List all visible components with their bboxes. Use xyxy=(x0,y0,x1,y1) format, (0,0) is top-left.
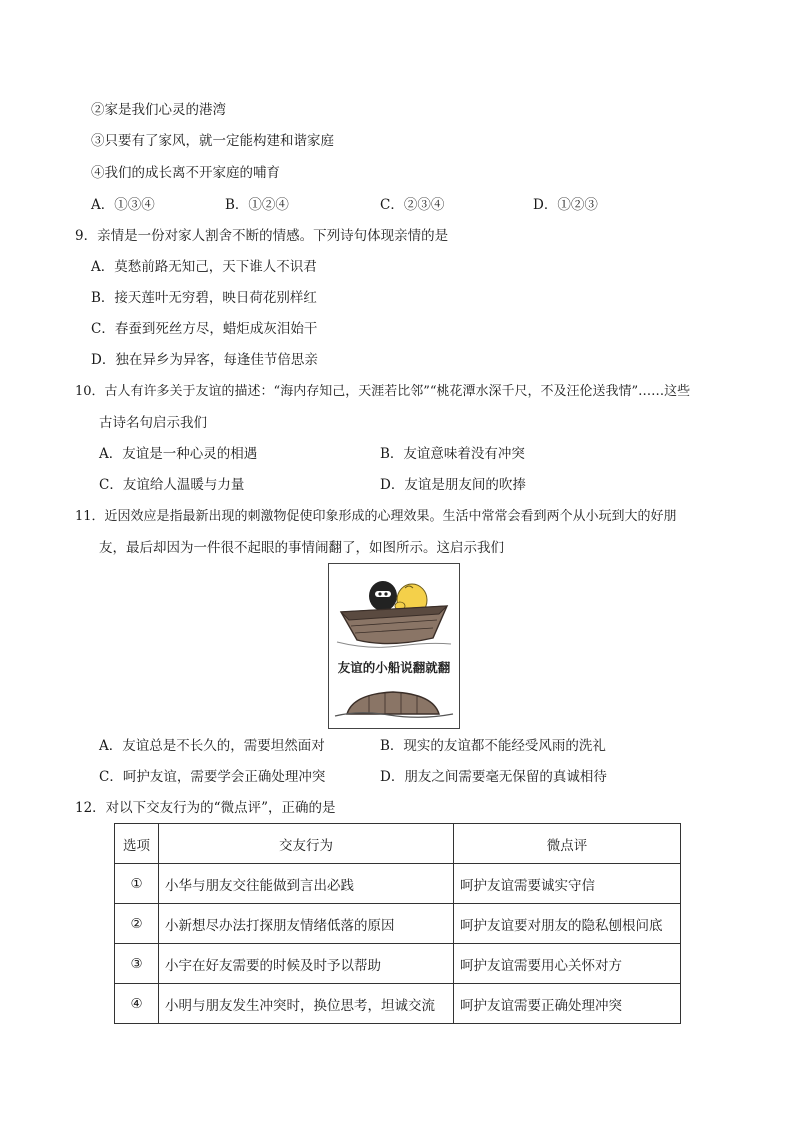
table-row xyxy=(115,904,681,944)
boat-illustration xyxy=(329,564,459,728)
table-cell-comment: 呵护友谊要对朋友的隐私刨根问底 xyxy=(454,904,681,944)
q11-option-b: B．现实的友谊都不能经受风雨的洗礼 xyxy=(380,738,606,754)
q10-option-c: C．友谊给人温暖与力量 xyxy=(99,477,245,493)
friendship-behavior-table xyxy=(114,823,681,1024)
q9-option-a: A．莫愁前路无知己，天下谁人不识君 xyxy=(91,259,317,275)
table-cell-behavior: 小新想尽办法打探朋友情绪低落的原因 xyxy=(159,904,454,944)
q8-option-a: A．①③④ xyxy=(91,197,155,213)
table-cell-option: ② xyxy=(115,904,159,944)
table-row xyxy=(115,944,681,984)
q9-stem: 9．亲情是一份对家人割舍不断的情感。下列诗句体现亲情的是 xyxy=(75,228,449,244)
q9-option-b: B．接天莲叶无穷碧，映日荷花别样红 xyxy=(91,290,317,306)
black-character-icon xyxy=(369,581,397,611)
table-cell-comment: 呵护友谊需要用心关怀对方 xyxy=(454,944,681,984)
q8-statement-3: ③只要有了家风，就一定能构建和谐家庭 xyxy=(91,133,334,149)
q8-option-d: D．①②③ xyxy=(533,197,598,213)
q9-option-c: C．春蚕到死丝方尽，蜡炬成灰泪始干 xyxy=(91,321,318,337)
friendship-boat-figure xyxy=(328,563,460,729)
table-header-option: 选项 xyxy=(115,824,159,864)
q11-option-a: A．友谊总是不长久的，需要坦然面对 xyxy=(99,738,325,754)
q12-stem: 12．对以下交友行为的“微点评”，正确的是 xyxy=(75,800,336,816)
q10-option-b: B．友谊意味着没有冲突 xyxy=(380,446,525,462)
q10-option-d: D．友谊是朋友间的吹捧 xyxy=(380,477,526,493)
q11-option-d: D．朋友之间需要毫无保留的真诚相待 xyxy=(380,769,607,785)
table-cell-behavior: 小华与朋友交往能做到言出必践 xyxy=(159,864,454,904)
table-cell-behavior: 小明与朋友发生冲突时，换位思考，坦诚交流 xyxy=(159,984,454,1024)
table-row xyxy=(115,864,681,904)
table-cell-option: ① xyxy=(115,864,159,904)
table-row xyxy=(115,984,681,1024)
q11-stem-line1: 11．近因效应是指最新出现的刺激物促使印象形成的心理效果。生活中常常会看到两个从小玩到大的好朋 xyxy=(75,509,677,524)
q10-stem-line1: 10．古人有许多关于友谊的描述：“海内存知己，天涯若比邻”“桃花潭水深千尺，不及汪伦送我情”……这些 xyxy=(75,384,691,399)
table-cell-comment: 呵护友谊需要诚实守信 xyxy=(454,864,681,904)
figure-caption: 友谊的小船说翻就翻 xyxy=(337,660,451,675)
q10-stem-line2: 古诗名句启示我们 xyxy=(99,415,207,431)
q8-statement-2: ②家是我们心灵的港湾 xyxy=(91,102,226,118)
table-header-behavior: 交友行为 xyxy=(159,824,454,864)
boat-capsized-icon xyxy=(335,692,453,717)
boat-upright-icon xyxy=(337,606,451,647)
q11-option-c: C．呵护友谊，需要学会正确处理冲突 xyxy=(99,769,326,785)
q8-statement-4: ④我们的成长离不开家庭的哺育 xyxy=(91,165,280,181)
q8-option-b: B．①②④ xyxy=(225,197,289,213)
table-cell-comment: 呵护友谊需要正确处理冲突 xyxy=(454,984,681,1024)
table-cell-option: ③ xyxy=(115,944,159,984)
q11-stem-line2: 友，最后却因为一件很不起眼的事情闹翻了，如图所示。这启示我们 xyxy=(99,540,504,556)
q10-option-a: A．友谊是一种心灵的相遇 xyxy=(99,446,258,462)
table-cell-option: ④ xyxy=(115,984,159,1024)
table-header-comment: 微点评 xyxy=(454,824,681,864)
q8-option-c: C．②③④ xyxy=(380,197,445,213)
table-cell-behavior: 小宇在好友需要的时候及时予以帮助 xyxy=(159,944,454,984)
q9-option-d: D．独在异乡为异客，每逢佳节倍思亲 xyxy=(91,352,318,368)
table-header-row xyxy=(115,824,681,864)
